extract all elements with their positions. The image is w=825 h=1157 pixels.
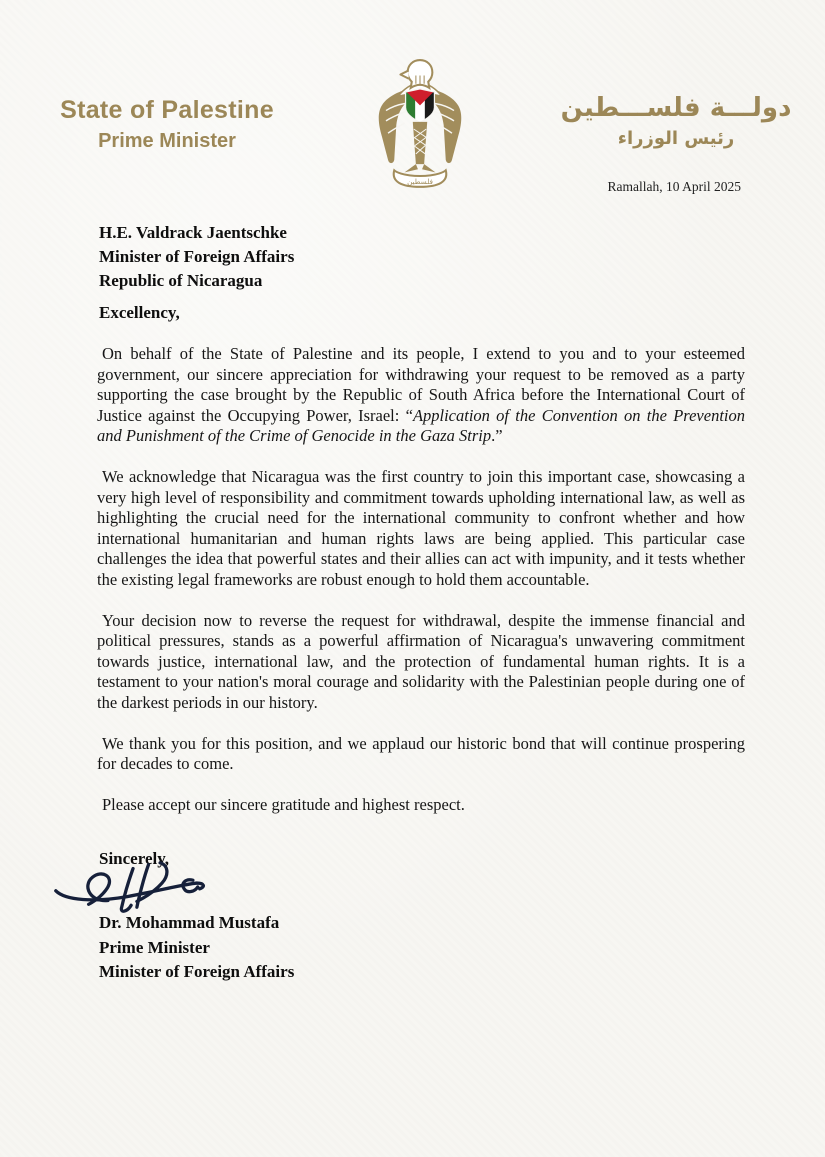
paragraph-1 (97, 344, 745, 447)
salutation: Excellency, (99, 303, 180, 322)
eagle-head (400, 60, 432, 88)
signer-name: Dr. Mohammad Mustafa (99, 913, 280, 932)
recipient-name: H.E. Valdrack Jaentschke (99, 223, 287, 242)
paragraph-3: Your decision now to reverse the request for withdrawal, despite the immense financial and political pressures, stands as a powerful affirmation of Nicaragua's unwavering commitment towards justice, international law, and the protection of fundamental human rights. It is a testament to your nation's moral courage and solidarity with the Palestinian people during one of the darkest periods in our history. (97, 610, 745, 712)
letterhead-state-of-palestine: State of Palestine (60, 96, 274, 124)
letterhead-arabic-state: دولـــة فلســـطين (560, 93, 792, 123)
closing-sincerely: Sincerely, (99, 849, 170, 868)
paragraph-1-case-title: Application of the Convention on the Prevention and Punishment of the Crime of Genocide in the Gaza Strip (97, 405, 745, 446)
svg-text:فلسطين: فلسطين (407, 177, 433, 187)
paragraph-1-closing-quote: .” (491, 426, 503, 446)
paragraph-5: Please accept our sincere gratitude and highest respect. (102, 794, 465, 814)
emblem-scroll (394, 170, 447, 186)
letterhead-prime-minister: Prime Minister (98, 130, 236, 152)
signer-block (99, 911, 294, 985)
letterhead-arabic-pm: رئيس الوزراء (617, 128, 735, 149)
signer-title-2: Minister of Foreign Affairs (99, 962, 295, 981)
eagle-body (405, 122, 436, 172)
paragraph-2: We acknowledge that Nicaragua was the first country to join this important case, showcasing a very high level of responsibility and commitment towards upholding international law, as well as highlighting the crucial need for the international community to confront whether and how international humanitarian and human rights laws are being applied. This particular case challenges the idea that powerful states and their allies can act with impunity, and it tests whether the existing legal frameworks are robust enough to hold them accountable. (97, 466, 745, 589)
paragraph-1-text: On behalf of the State of Palestine and its people, I extend to you and to your esteemed government, our sincere appreciation for withdrawing your request to be removed as a party supporting the case brought by the Republic of South Africa before the International Court of Justice against the Occupying Power, Israel: “ (97, 344, 745, 425)
letter-body (97, 344, 745, 835)
dateline: Ramallah, 10 April 2025 (607, 179, 741, 194)
recipient-block (99, 221, 294, 293)
recipient-country: Republic of Nicaragua (99, 271, 263, 290)
paragraph-4: We thank you for this position, and we applaud our historic bond that will continue prospering for decades to come. (97, 733, 745, 774)
signer-title-1: Prime Minister (99, 937, 210, 957)
recipient-title: Minister of Foreign Affairs (99, 247, 295, 266)
palestine-eagle-emblem-icon (372, 57, 468, 193)
signature-mohammad-mustafa (48, 857, 220, 913)
flag-shield (404, 89, 437, 123)
letterhead-english (58, 96, 276, 153)
letterhead-arabic (555, 92, 797, 151)
